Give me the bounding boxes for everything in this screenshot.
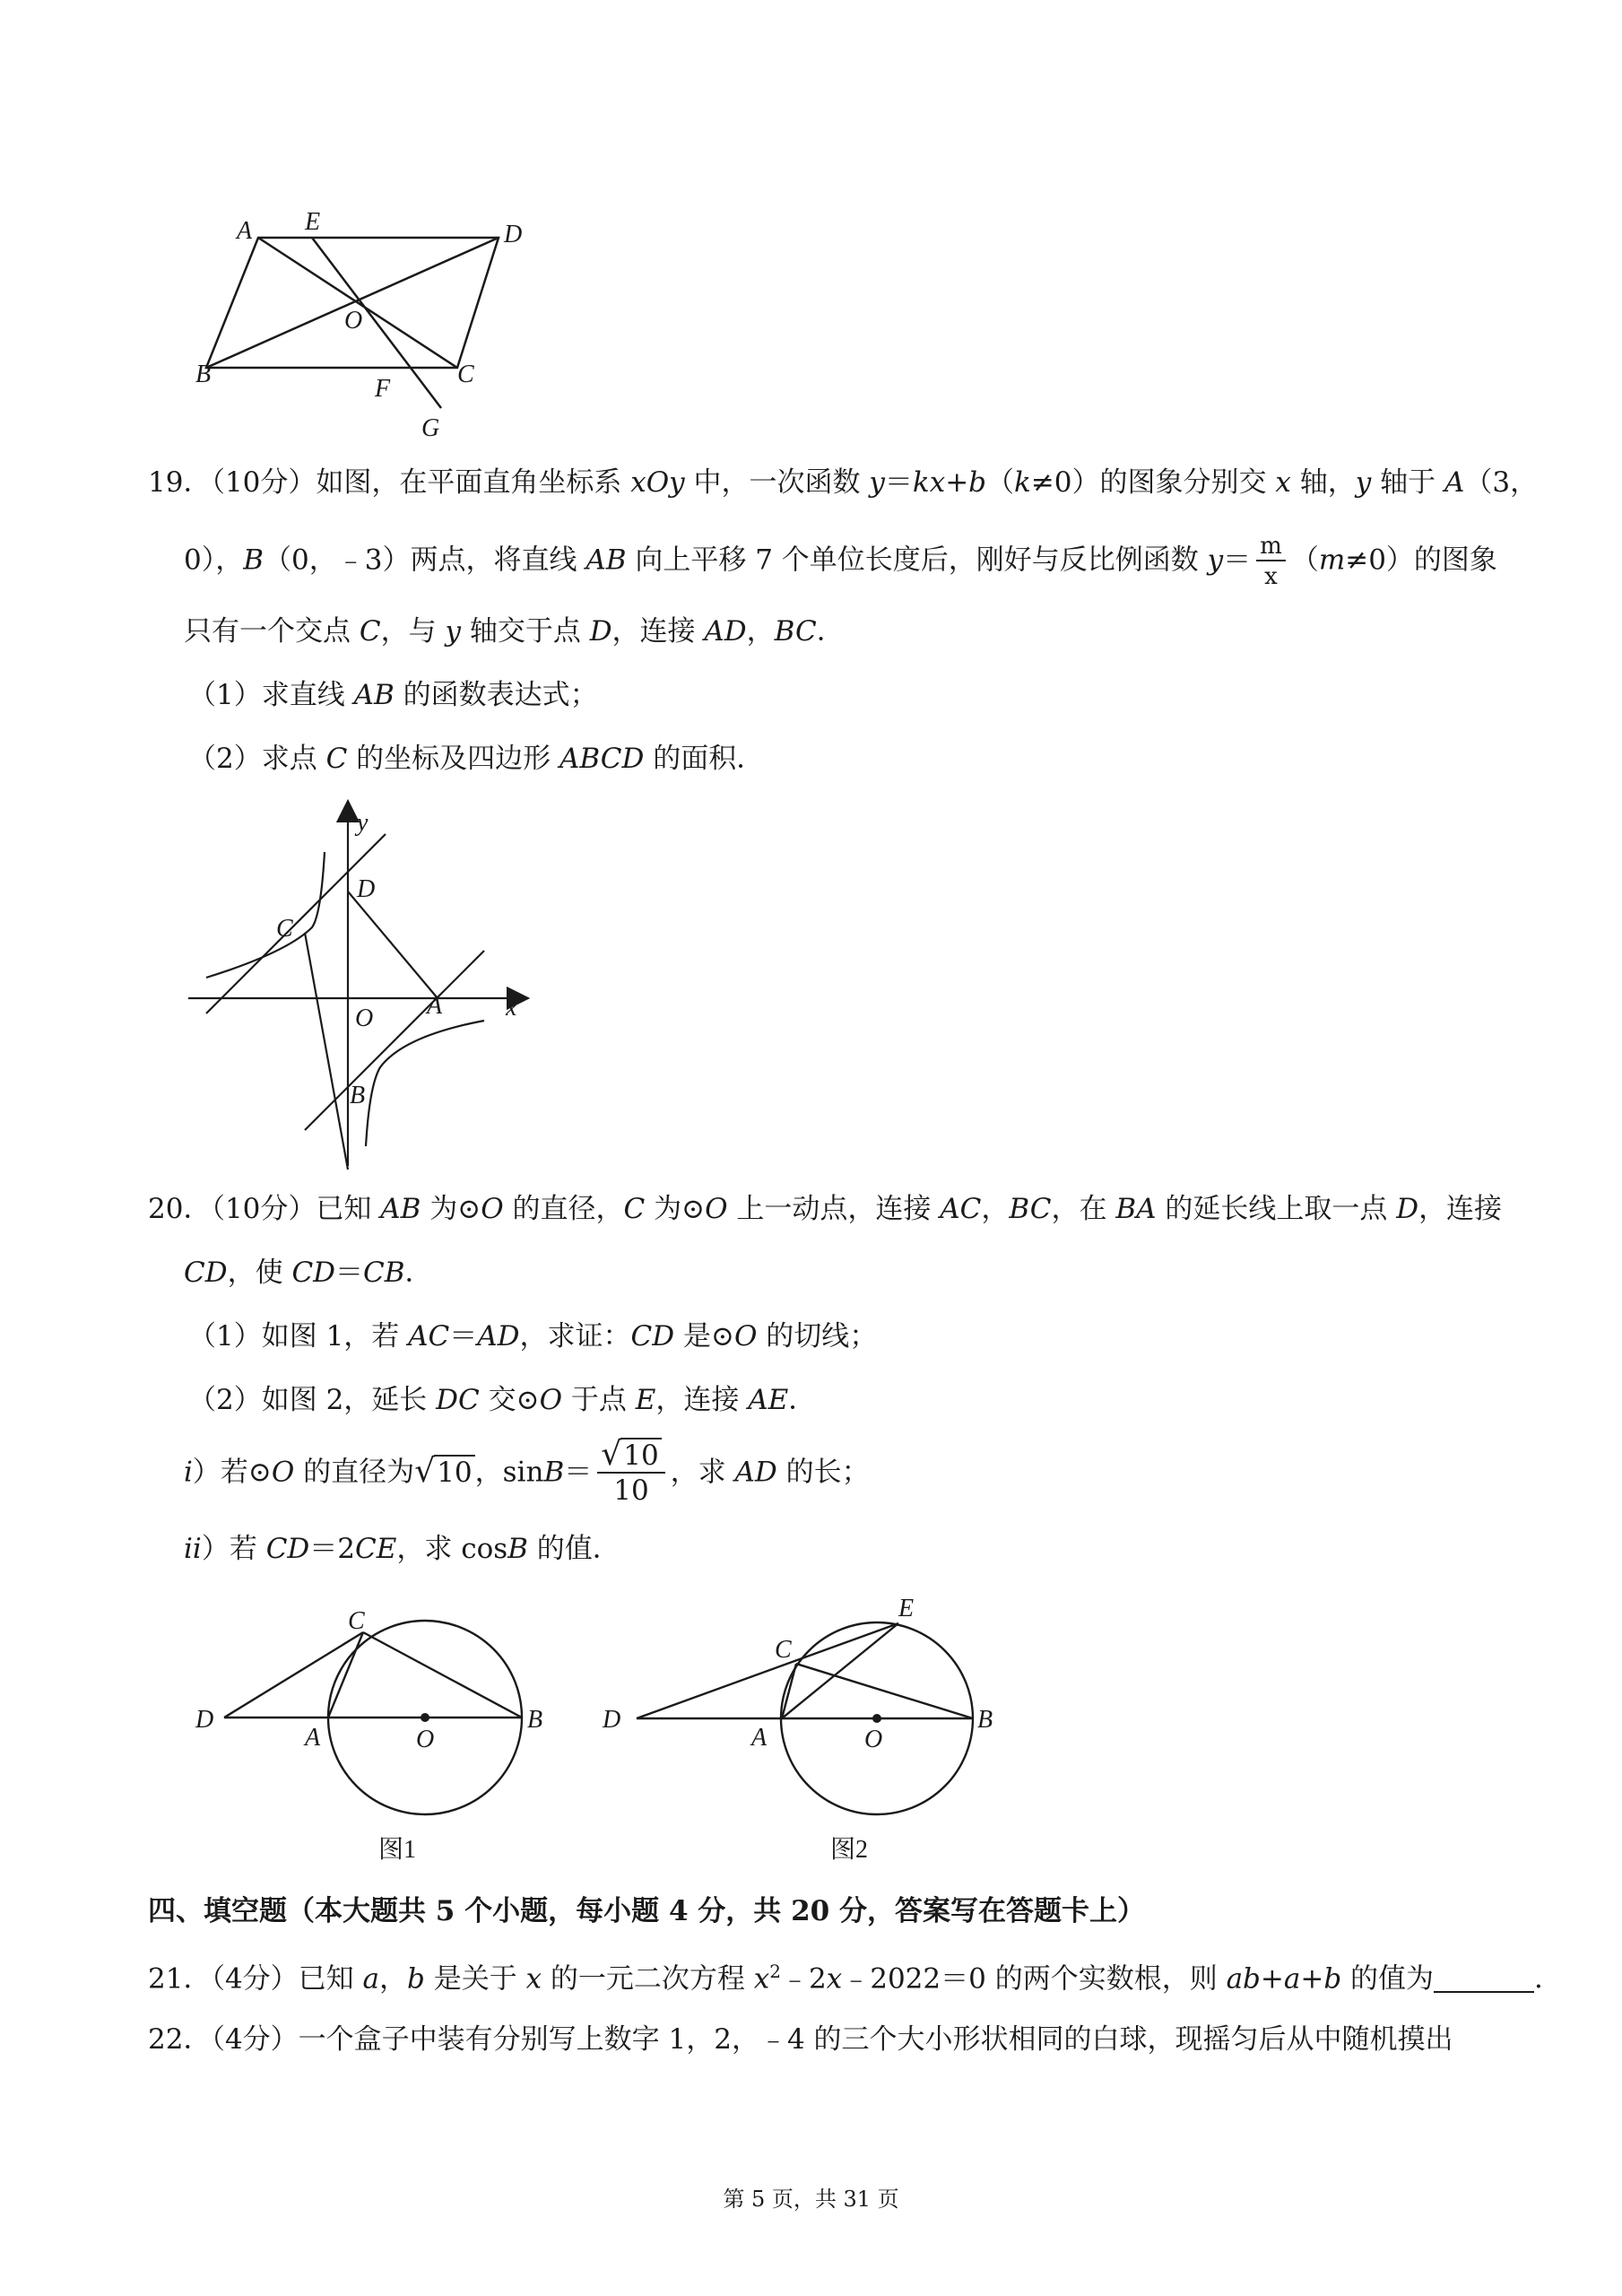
label-y: y bbox=[357, 809, 369, 837]
label-E: E bbox=[305, 208, 321, 236]
q20-line-1: 20．（10分）已知 AB 为⊙O 的直径，C 为⊙O 上一动点，连接 AC，BC，在 BA 的延长线上取一点 D，连接 bbox=[148, 1193, 1503, 1225]
label-G: G bbox=[421, 414, 440, 442]
segment-cb bbox=[305, 933, 348, 1170]
label-A: A bbox=[427, 992, 443, 1020]
sqrt-10: √ 10 bbox=[414, 1459, 474, 1487]
label-B: B bbox=[527, 1706, 543, 1734]
label-E: E bbox=[898, 1595, 915, 1622]
label-B: B bbox=[350, 1082, 366, 1109]
label-O: O bbox=[864, 1726, 883, 1753]
label-A: A bbox=[237, 217, 253, 245]
label-O: O bbox=[355, 1004, 374, 1032]
circle-diagram-1 bbox=[179, 1596, 574, 1874]
label-C: C bbox=[276, 915, 293, 943]
fraction-sqrt10-over-10: √ 10 10 bbox=[597, 1442, 664, 1505]
label-F: F bbox=[375, 375, 391, 403]
q22: 22．（4分）一个盒子中装有分别写上数字 1，2，﹣4 的三个大小形状相同的白球，现摇匀后从中随机摸出 bbox=[148, 2023, 1453, 2056]
label-A: A bbox=[305, 1724, 321, 1752]
segment-dc bbox=[224, 1632, 363, 1718]
label-C: C bbox=[457, 361, 474, 388]
diagonal-ac bbox=[258, 238, 457, 368]
parallelogram-diagram bbox=[179, 206, 556, 448]
label-B: B bbox=[977, 1706, 993, 1734]
center-dot bbox=[872, 1714, 881, 1723]
answer-blank[interactable] bbox=[1434, 1968, 1534, 1993]
circle-diagram-2 bbox=[592, 1596, 1004, 1874]
hyperbola-branch-left bbox=[206, 852, 325, 978]
label-O: O bbox=[344, 307, 363, 335]
line-cd bbox=[206, 834, 386, 1013]
label-C: C bbox=[775, 1636, 792, 1664]
q20-part-2: （2）如图 2，延长 DC 交⊙O 于点 E，连接 AE． bbox=[188, 1384, 817, 1416]
label-D: D bbox=[195, 1706, 214, 1734]
hyperbola-branch-right bbox=[366, 1021, 484, 1146]
figure-coordinate-plane bbox=[179, 798, 556, 1178]
label-C: C bbox=[348, 1607, 365, 1635]
label-D: D bbox=[603, 1706, 621, 1734]
section-4-title: 四、填空题（本大题共 5 个小题，每小题 4 分，共 20 分，答案写在答题卡上） bbox=[148, 1895, 1146, 1927]
caption-fig-1: 图1 bbox=[378, 1836, 417, 1864]
coordinate-diagram bbox=[179, 798, 556, 1175]
q19-part-1: （1）求直线 AB 的函数表达式； bbox=[188, 679, 598, 711]
center-dot bbox=[421, 1713, 429, 1722]
label-D: D bbox=[357, 875, 376, 903]
figure-circle-1 bbox=[179, 1596, 574, 1878]
line-ab bbox=[305, 951, 484, 1130]
segment-cb bbox=[363, 1632, 522, 1718]
q19-line-3: 只有一个交点 C，与 y 轴交于点 D，连接 AD，BC． bbox=[184, 615, 845, 648]
q20-line-2: CD，使 CD＝CB． bbox=[184, 1257, 433, 1289]
label-O: O bbox=[416, 1726, 435, 1753]
q21: 21．（4分）已知 a，b 是关于 x 的一元二次方程 $x^2﹣2x﹣2022=0$ 的两个实数根，则 ab+a+b 的值为 ． bbox=[148, 1961, 1563, 1996]
segment-cb bbox=[796, 1664, 973, 1718]
segment-ae bbox=[782, 1623, 898, 1718]
q19-line-2: 0），B（0，﹣3）两点，将直线 AB 向上平移 7 个单位长度后，刚好与反比例函数 y＝ $\frac{m}{x}$ （m≠0）的图象 bbox=[184, 533, 1497, 590]
q19-line-1: 19．（10分）如图，在平面直角坐标系 xOy 中，一次函数 y＝kx+b（k≠0）的图象分别交 x 轴，y 轴于 A（3， bbox=[148, 466, 1539, 499]
label-A: A bbox=[751, 1724, 768, 1752]
caption-fig-2: 图2 bbox=[830, 1836, 869, 1864]
figure-circle-2 bbox=[592, 1596, 1004, 1878]
page-footer: 第 5 页，共 31 页 bbox=[723, 2187, 899, 2212]
segment-da bbox=[348, 891, 438, 998]
label-B: B bbox=[195, 361, 212, 388]
q19-part-2: （2）求点 C 的坐标及四边形 ABCD 的面积． bbox=[188, 743, 765, 775]
q20-part-1: （1）如图 1，若 AC＝AD，求证：CD 是⊙O 的切线； bbox=[188, 1320, 878, 1352]
figure-parallelogram bbox=[179, 206, 556, 452]
segment-ac bbox=[328, 1632, 363, 1718]
q20-subpart-ii: ii）若 CD＝2CE，求 cosB 的值． bbox=[184, 1533, 620, 1565]
label-D: D bbox=[504, 221, 523, 248]
label-x: x bbox=[506, 994, 517, 1022]
fraction-m-over-x: $\frac{m}{x}$ bbox=[1256, 535, 1286, 588]
line-de bbox=[637, 1623, 898, 1718]
q20-subpart-i: i）若⊙O 的直径为 √ 10，sinB＝ √ 10 10 ，求 AD 的长； bbox=[184, 1436, 870, 1507]
